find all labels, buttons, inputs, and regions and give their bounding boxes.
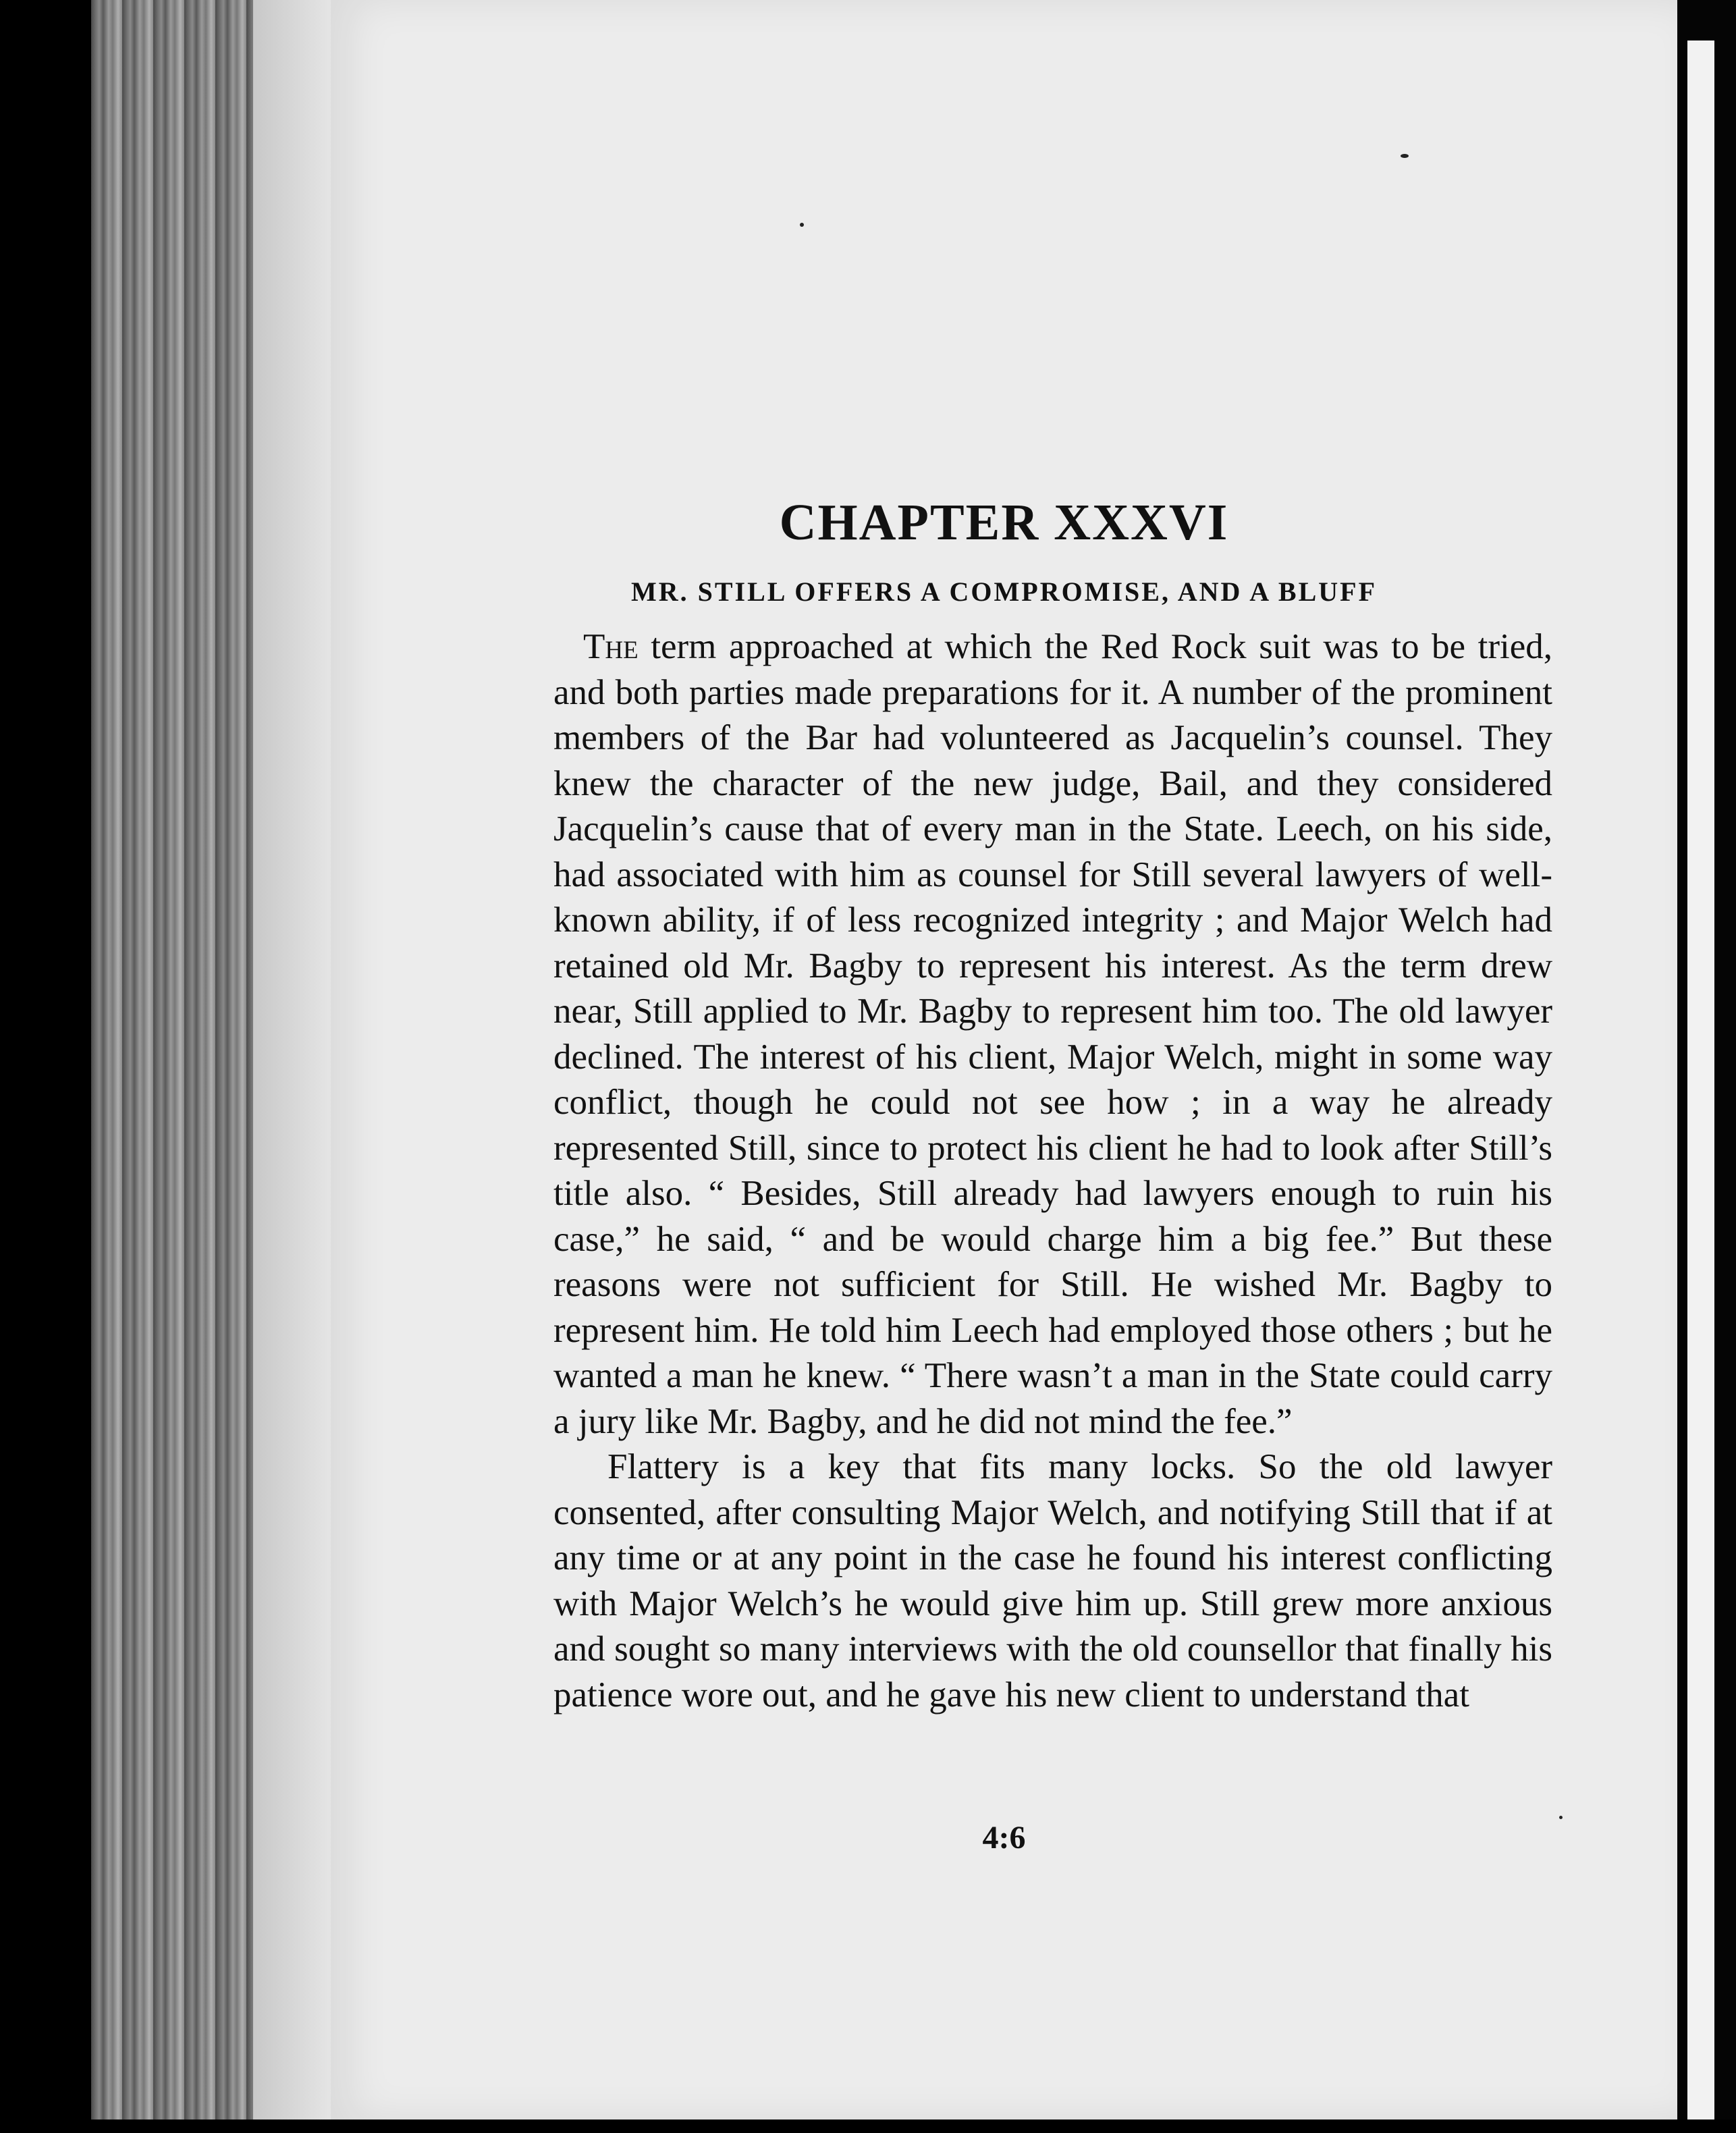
- chapter-title: CHAPTER XXXVI: [779, 493, 1229, 551]
- facing-page-edge: [1687, 40, 1714, 2120]
- ink-speck: [800, 223, 804, 227]
- ink-speck: [1401, 154, 1409, 158]
- paragraph: [553, 1444, 1552, 1718]
- paragraph: [553, 624, 1552, 1444]
- opening-word: The: [583, 627, 639, 666]
- chapter-body: [553, 624, 1552, 1718]
- paragraph-text: term approached at which the Red Rock suit was to be tried, and both parties made preparations for it. A number of the prominent members of the Bar had volunteered as Jacquelin’s counsel. They knew the character of the new judge, Bail, and they considered Jacquelin’s cause that of every man in the State. Leech, on his side, had associated with him as counsel for Still several lawyers of well-known ability, if of less recognized integrity ; and Major Welch had retained old Mr. Bagby to represent his interest. As the term drew near, Still applied to Mr. Bagby to represent him too. The old lawyer declined. The interest of his client, Major Welch, might in some way conflict, though he could not see how ; in a way he already represented Still, since to protect his client he had to look after Still’s title also. “ Besides, Still already had lawyers enough to ruin his case,” he said, “ and be would charge him a big fee.” But these reasons were not sufficient for Still. He wished Mr. Bagby to represent him. He told him Leech had employed those others ; but he wanted a man he knew. “ There wasn’t a man in the State could carry a jury like Mr. Bagby, and he did not mind the fee.”: [553, 627, 1552, 1441]
- paragraph-text: Flattery is a key that fits many locks. So the old lawyer consented, after consulting Major Welch, and notifying Still that if at any time or at any point in the case he found his interest conflicting with Major Welch’s he would give him up. Still grew more anxious and sought so many interviews with the old counsellor that finally his patience wore out, and he gave his new client to understand that: [553, 1447, 1552, 1714]
- bottom-scan-border: [0, 2120, 1736, 2133]
- page-number: 4:6: [982, 1820, 1026, 1856]
- book-page-edges: [91, 0, 334, 2120]
- chapter-subtitle: MR. STILL OFFERS A COMPROMISE, AND A BLUFF: [630, 576, 1378, 608]
